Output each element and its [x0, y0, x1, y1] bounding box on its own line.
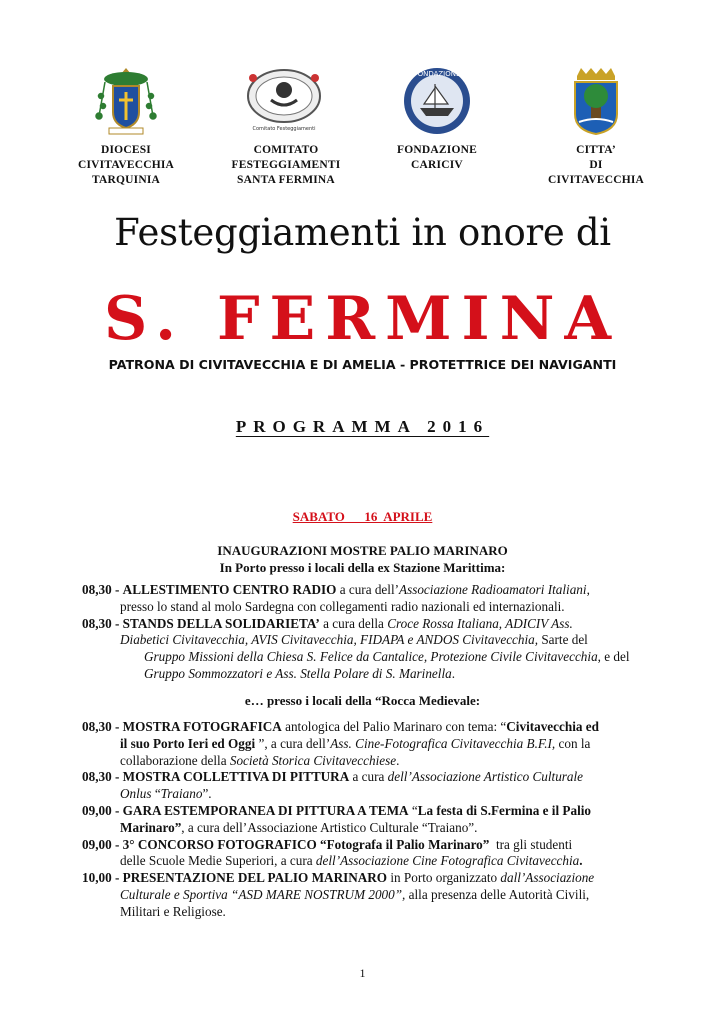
comitato-emblem-icon — [243, 66, 325, 134]
program-entry: 08,30 - STANDS DELLA SOLIDARIETA’ a cura della Croce Rossa Italiana, ADICIV Ass. Diabetici Civitavecchia, AVIS Civitavecchia, FIDAPA e ANDOS Civitavecchia, Sarte del Gruppo Missioni della Chiesa S. Felice da Cantalice, Protezione Civile Civitavecchia, e del Gruppo Sommozzatori e Ass. Stella Polare di S. Marinella. — [82, 615, 630, 681]
programma-heading: PROGRAMMA 2016 — [235, 417, 490, 436]
svg-text:Comitato Festeggiamenti: Comitato Festeggiamenti — [252, 126, 316, 132]
page-number: 1 — [359, 966, 366, 980]
fondazione-seal-icon — [402, 66, 472, 134]
section-heading-inaugurazioni: INAUGURAZIONI MOSTRE PALIO MARINARO — [217, 543, 508, 558]
svg-text:FONDAZIONE: FONDAZIONE — [413, 70, 461, 78]
program-entry: 09,00 - GARA ESTEMPORANEA DI PITTURA A TEMA “La festa di S.Fermina e il Palio Marinaro”, a cura dell’Associazione Artistico Culturale “Traiano”. — [82, 802, 591, 835]
program-entry: 09,00 - 3° CONCORSO FOTOGRAFICO “Fotografa il Palio Marinaro” tra gli studenti delle Scuole Medie Superiori, a cura dell’Associazione Cine Fotografica Civitavecchia. — [82, 836, 583, 869]
program-entries-2 — [82, 719, 682, 921]
program-entry: 10,00 - PRESENTAZIONE DEL PALIO MARINARO in Porto organizzato dall’Associazione Culturale e Sportiva “ASD MARE NOSTRUM 2000”, alla presenza delle Autorità Civili, Militari e Religiose. — [82, 870, 595, 919]
section-heading-rocca: e… presso i locali della “Rocca Medievale: — [244, 693, 481, 708]
fondazione-label: FONDAZIONE CARICIV — [397, 144, 477, 171]
city-coat-of-arms-icon — [571, 66, 621, 134]
subtitle: PATRONA DI CIVITAVECCHIA E DI AMELIA - PROTETTRICE DEI NAVIGANTI — [108, 357, 617, 372]
section-heading-porto: In Porto presso i locali della ex Stazione Marittima: — [219, 560, 506, 575]
program-entry: 08,30 - ALLESTIMENTO CENTRO RADIO a cura dell’Associazione Radioamatori Italiani, presso lo stand al molo Sardegna con collegamenti radio nazionali ed internazionali. — [82, 582, 590, 614]
page-title: Festeggiamenti in onore di — [114, 211, 611, 254]
diocesi-label: DIOCESI CIVITAVECCHIA TARQUINIA — [77, 144, 175, 186]
program-entry: 08,30 - MOSTRA COLLETTIVA DI PITTURA a cura dell’Associazione Artistico Culturale Onlus “Traiano”. — [82, 769, 584, 802]
program-entry: 08,30 - MOSTRA FOTOGRAFICA antologica del Palio Marinaro con tema: “Civitavecchia ed il suo Porto Ieri ed Oggi ”, a cura dell’Ass. Cine-Fotografica Civitavecchia B.F.I, con la collaborazione della Società Storica Civitavecchiese. — [82, 719, 599, 768]
comitato-label: COMITATO FESTEGGIAMENTI SANTA FERMINA — [231, 144, 341, 186]
program-entries-1 — [82, 582, 682, 683]
citta-label: CITTA’ DI CIVITAVECCHIA — [547, 144, 645, 186]
saint-name: S. FERMINA — [103, 284, 622, 354]
bishop-coat-of-arms-icon — [95, 66, 157, 134]
day-heading: SABATO 16 APRILE — [292, 509, 433, 524]
